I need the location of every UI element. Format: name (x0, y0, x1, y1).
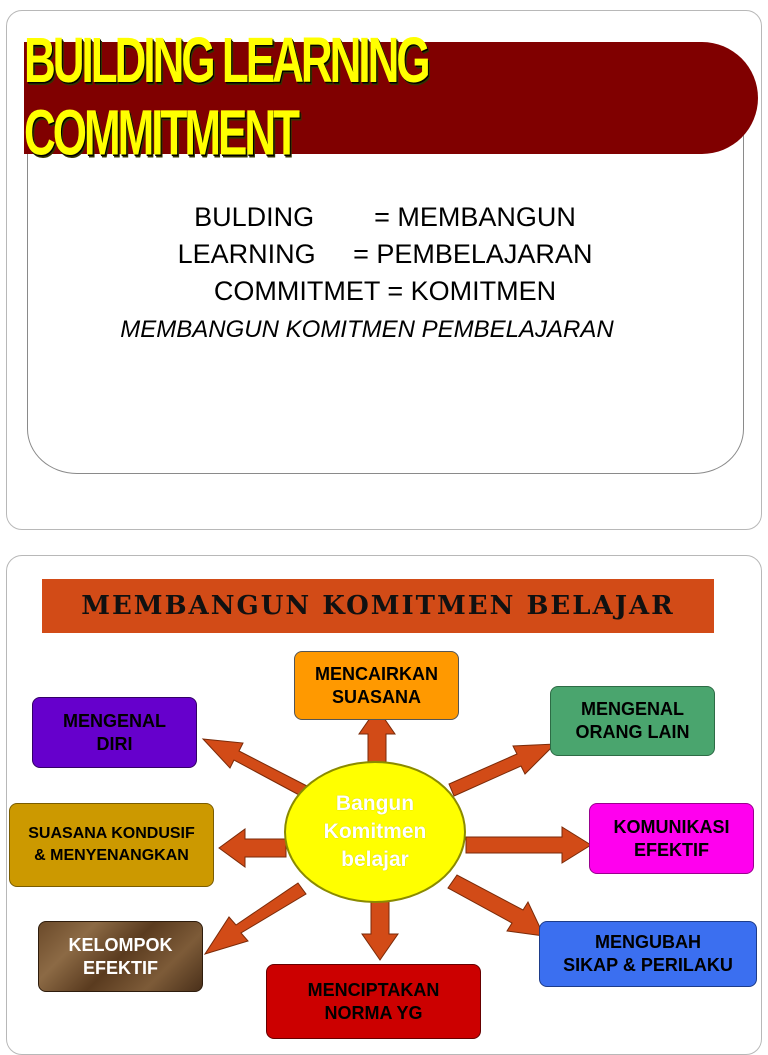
slide-title: BUILDING LEARNING COMMITMENT (24, 25, 428, 170)
definition-learning: LEARNING = PEMBELAJARAN (177, 239, 593, 269)
summary-text: MEMBANGUN KOMITMEN PEMBELAJARAN (120, 316, 614, 343)
arrow-to-orang-lain (449, 744, 555, 796)
node-mengenal-diri: MENGENAL DIRI (32, 697, 197, 768)
arrow-to-diri (203, 739, 307, 796)
arrow-to-komunikasi (466, 827, 591, 863)
arrow-to-kondusif (219, 829, 286, 867)
title-banner (24, 25, 758, 170)
node-suasana-kondusif: SUASANA KONDUSIF & MENYENANGKAN (9, 803, 214, 887)
node-menciptakan-norma: MENCIPTAKAN NORMA YG (266, 964, 481, 1039)
arrow-to-norma (362, 901, 398, 960)
node-kelompok-efektif: KELOMPOK EFEKTIF (38, 921, 203, 992)
node-komunikasi-efektif: KOMUNIKASI EFEKTIF (589, 803, 754, 874)
arrow-to-kelompok (205, 883, 306, 954)
hub-label: Bangun Komitmen belajar (323, 792, 427, 871)
arrow-to-mengubah (448, 875, 544, 936)
definition-commitment: COMMITMET = KOMITMEN (213, 276, 557, 306)
definition-list (7, 199, 762, 310)
node-mengubah-sikap: MENGUBAH SIKAP & PERILAKU (539, 921, 757, 987)
slide-membangun-komitmen-belajar (6, 555, 762, 1055)
slide2-header-title: MEMBANGUN KOMITMEN BELAJAR (81, 591, 675, 621)
definition-building: BULDING = MEMBANGUN (194, 202, 576, 232)
hub-circle (284, 761, 466, 903)
node-mencairkan-suasana: MENCAIRKAN SUASANA (294, 651, 459, 720)
node-mengenal-orang-lain: MENGENAL ORANG LAIN (550, 686, 715, 756)
slide-building-learning-commitment (6, 10, 762, 530)
